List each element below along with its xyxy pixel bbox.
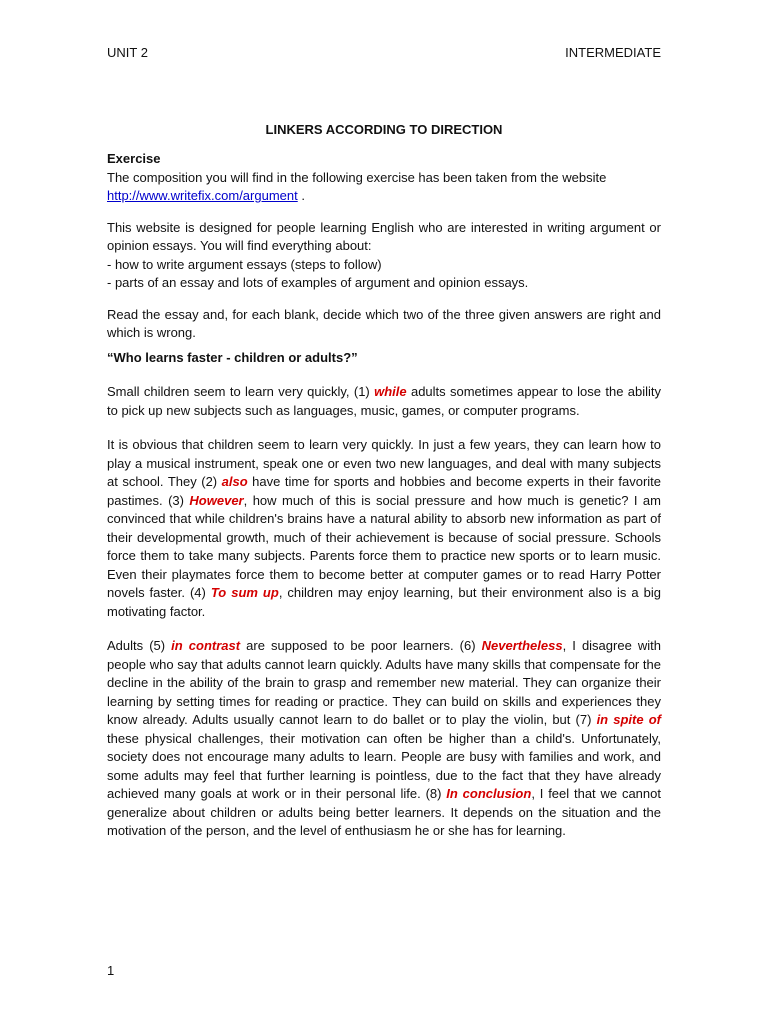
- essay-text: Small children seem to learn very quickly, (1): [107, 384, 375, 399]
- essay-text: have time for sports and hobbies and become experts in their favorite pastimes. (3): [107, 474, 661, 508]
- essay-paragraph-2: [107, 436, 661, 621]
- linker-3: However: [189, 492, 244, 508]
- page-header: [107, 44, 661, 64]
- website-link[interactable]: http://www.writefix.com/argument: [107, 188, 298, 203]
- website-description-text: This website is designed for people learning English who are interested in writing argument or opinion essays. You will find everything about:: [107, 219, 661, 253]
- essay-text: , how much of this is social pressure and how much is genetic? I am convinced that while children's brains have a natural ability to absorb new information as part of their developmental growth, much of their achievement is because of social pressure. Schools force them to take many subjects. Parents force them to practice new sports or to learn music. Even their playmates force them to become better at computer games or to read Harry Potter novels faster. (4): [107, 492, 661, 600]
- linker-7: in spite of: [596, 712, 662, 727]
- linker-4: To sum up: [210, 585, 279, 600]
- document-page: [107, 0, 661, 1024]
- page-title: LINKERS ACCORDING TO DIRECTION: [265, 122, 503, 137]
- linker-8: In conclusion: [446, 786, 532, 801]
- essay-text: are supposed to be poor learners. (6): [240, 638, 482, 653]
- essay-paragraph-3: [107, 637, 661, 841]
- essay-text: these physical challenges, their motivation can often be higher than a child's. Unfortunately, society does not encourage many adults to learn. People are busy with families and work, and some adults may feel that further learning is pointless, due to the fact that they have already achieved many goals at work or in their personal life. (8): [107, 730, 661, 801]
- exercise-intro-end: .: [297, 188, 305, 203]
- page-number: 1: [107, 963, 115, 978]
- website-description: [107, 219, 661, 293]
- header-level: INTERMEDIATE: [565, 45, 661, 60]
- linker-6: Nevertheless: [481, 638, 563, 653]
- document-body: [107, 150, 661, 841]
- essay-text: , I feel that we cannot generalize about children or adults being better learners. It depends on the situation and the motivation of the person, and the level of enthusiasm he or she has for learning.: [107, 786, 661, 838]
- bullet-item: - how to write argument essays (steps to follow): [107, 256, 382, 272]
- linker-1: while: [374, 384, 407, 399]
- essay-text: adults sometimes appear to lose the ability to pick up new subjects such as languages, music, games, or computer programs.: [107, 384, 661, 418]
- linker-5: in contrast: [171, 638, 241, 653]
- exercise-heading: Exercise: [107, 151, 161, 166]
- essay-text: Adults (5): [107, 638, 172, 653]
- exercise-intro: [107, 169, 661, 206]
- exercise-intro-text: The composition you will find in the following exercise has been taken from the website: [107, 169, 607, 185]
- instructions: Read the essay and, for each blank, decide which two of the three given answers are right and which is wrong.: [107, 306, 661, 340]
- essay-text: , I disagree with people who say that adults cannot learn quickly. Adults have many skills that compensate for the decline in the ability of the brain to grasp and remember new material. They can organize their learning by setting times for reading or practice. They can build on skills and experiences they know already. Adults usually cannot learn to do ballet or to play the violin, but (7): [107, 638, 661, 727]
- bullet-item: - parts of an essay and lots of examples of argument and opinion essays.: [107, 275, 529, 290]
- header-unit: UNIT 2: [107, 45, 148, 60]
- linker-2: also: [221, 474, 248, 489]
- essay-text: , children may enjoy learning, but their environment also is a big motivating factor.: [107, 585, 661, 619]
- essay-paragraph-1: [107, 383, 661, 420]
- essay-text: It is obvious that children seem to learn very quickly. In just a few years, they can learn how to play a musical instrument, speak one or even two new languages, and deal with many subjects at school. They (2): [107, 437, 661, 489]
- essay-title: “Who learns faster - children or adults?”: [107, 349, 358, 365]
